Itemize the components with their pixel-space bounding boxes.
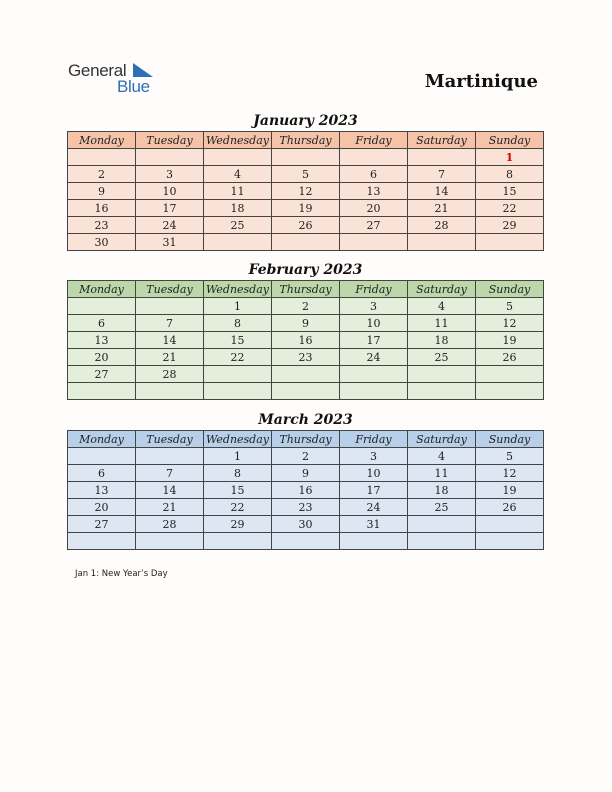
day-cell: 19 (272, 200, 340, 217)
day-cell: 30 (68, 234, 136, 251)
weekday-header-row (68, 132, 544, 149)
day-cell: 22 (204, 499, 272, 516)
logo (68, 60, 168, 96)
weekday-header: Friday (340, 431, 408, 448)
week-row (68, 499, 544, 516)
weekday-header: Wednesday (204, 431, 272, 448)
day-cell: 24 (340, 499, 408, 516)
weekday-header: Friday (340, 281, 408, 298)
day-cell: 21 (136, 349, 204, 366)
week-row (68, 200, 544, 217)
day-cell: 22 (204, 349, 272, 366)
month-title: February 2023 (248, 262, 363, 278)
day-cell: 9 (272, 315, 340, 332)
day-cell: 9 (68, 183, 136, 200)
week-row (68, 482, 544, 499)
day-cell: 11 (408, 315, 476, 332)
day-cell: 2 (272, 298, 340, 315)
empty-day-cell (136, 448, 204, 465)
empty-day-cell (68, 149, 136, 166)
day-cell: 15 (476, 183, 544, 200)
day-cell: 2 (68, 166, 136, 183)
day-cell: 1 (476, 149, 544, 166)
day-cell: 6 (340, 166, 408, 183)
day-cell: 17 (340, 482, 408, 499)
week-row (68, 516, 544, 533)
empty-day-cell (340, 533, 408, 550)
week-row (68, 448, 544, 465)
weekday-header: Wednesday (204, 132, 272, 149)
day-cell: 14 (136, 332, 204, 349)
day-cell: 27 (68, 366, 136, 383)
day-cell: 29 (204, 516, 272, 533)
day-cell: 10 (340, 465, 408, 482)
empty-day-cell (340, 366, 408, 383)
week-row (68, 366, 544, 383)
day-cell: 20 (340, 200, 408, 217)
day-cell: 23 (68, 217, 136, 234)
weekday-header: Saturday (408, 281, 476, 298)
day-cell: 19 (476, 482, 544, 499)
day-cell: 10 (136, 183, 204, 200)
empty-day-cell (68, 383, 136, 400)
calendar-table (67, 430, 544, 550)
empty-day-cell (272, 533, 340, 550)
day-cell: 11 (204, 183, 272, 200)
day-cell: 20 (68, 349, 136, 366)
empty-day-cell (136, 383, 204, 400)
empty-day-cell (68, 533, 136, 550)
day-cell: 15 (204, 332, 272, 349)
week-row (68, 383, 544, 400)
weekday-header-row (68, 431, 544, 448)
weekday-header: Thursday (272, 281, 340, 298)
empty-day-cell (408, 516, 476, 533)
day-cell: 28 (408, 217, 476, 234)
weekday-header: Sunday (476, 132, 544, 149)
day-cell: 11 (408, 465, 476, 482)
day-cell: 26 (476, 349, 544, 366)
day-cell: 16 (272, 482, 340, 499)
day-cell: 8 (204, 465, 272, 482)
weekday-header: Wednesday (204, 281, 272, 298)
empty-day-cell (136, 533, 204, 550)
empty-day-cell (204, 366, 272, 383)
empty-day-cell (476, 366, 544, 383)
day-cell: 16 (272, 332, 340, 349)
day-cell: 3 (136, 166, 204, 183)
month-january (67, 112, 544, 251)
week-row (68, 533, 544, 550)
empty-day-cell (476, 383, 544, 400)
day-cell: 7 (408, 166, 476, 183)
holiday-note: Jan 1: New Year’s Day (75, 569, 168, 579)
day-cell: 24 (340, 349, 408, 366)
empty-day-cell (272, 383, 340, 400)
day-cell: 24 (136, 217, 204, 234)
week-row (68, 298, 544, 315)
country-title: Martinique (424, 71, 538, 92)
month-february (67, 261, 544, 400)
weekday-header: Sunday (476, 431, 544, 448)
day-cell: 26 (272, 217, 340, 234)
weekday-header: Thursday (272, 132, 340, 149)
day-cell: 31 (340, 516, 408, 533)
day-cell: 1 (204, 448, 272, 465)
day-cell: 29 (476, 217, 544, 234)
week-row (68, 149, 544, 166)
day-cell: 17 (340, 332, 408, 349)
day-cell: 2 (272, 448, 340, 465)
day-cell: 1 (204, 298, 272, 315)
empty-day-cell (272, 234, 340, 251)
day-cell: 6 (68, 465, 136, 482)
day-cell: 20 (68, 499, 136, 516)
month-title: January 2023 (253, 113, 358, 129)
day-cell: 21 (136, 499, 204, 516)
day-cell: 21 (408, 200, 476, 217)
empty-day-cell (476, 234, 544, 251)
day-cell: 18 (408, 332, 476, 349)
day-cell: 23 (272, 349, 340, 366)
weekday-header: Saturday (408, 431, 476, 448)
day-cell: 30 (272, 516, 340, 533)
day-cell: 18 (408, 482, 476, 499)
day-cell: 18 (204, 200, 272, 217)
empty-day-cell (68, 448, 136, 465)
week-row (68, 166, 544, 183)
weekday-header: Tuesday (136, 132, 204, 149)
empty-day-cell (204, 234, 272, 251)
calendar-table (67, 131, 544, 251)
week-row (68, 315, 544, 332)
empty-day-cell (408, 383, 476, 400)
week-row (68, 332, 544, 349)
day-cell: 16 (68, 200, 136, 217)
empty-day-cell (476, 533, 544, 550)
weekday-header: Thursday (272, 431, 340, 448)
day-cell: 25 (408, 499, 476, 516)
day-cell: 14 (408, 183, 476, 200)
logo-text-blue: Blue (117, 77, 150, 96)
day-cell: 17 (136, 200, 204, 217)
day-cell: 12 (476, 465, 544, 482)
empty-day-cell (340, 383, 408, 400)
day-cell: 3 (340, 298, 408, 315)
month-title: March 2023 (258, 412, 353, 428)
day-cell: 26 (476, 499, 544, 516)
day-cell: 13 (68, 332, 136, 349)
weekday-header: Monday (68, 132, 136, 149)
day-cell: 6 (68, 315, 136, 332)
empty-day-cell (340, 149, 408, 166)
day-cell: 5 (476, 298, 544, 315)
day-cell: 8 (476, 166, 544, 183)
day-cell: 13 (340, 183, 408, 200)
weekday-header: Friday (340, 132, 408, 149)
day-cell: 8 (204, 315, 272, 332)
weekday-header: Monday (68, 431, 136, 448)
day-cell: 7 (136, 315, 204, 332)
empty-day-cell (272, 366, 340, 383)
empty-day-cell (408, 533, 476, 550)
empty-day-cell (408, 149, 476, 166)
empty-day-cell (136, 298, 204, 315)
day-cell: 4 (204, 166, 272, 183)
week-row (68, 234, 544, 251)
empty-day-cell (340, 234, 408, 251)
day-cell: 12 (476, 315, 544, 332)
weekday-header: Saturday (408, 132, 476, 149)
weekday-header-row (68, 281, 544, 298)
logo-text-general: General (68, 61, 127, 80)
day-cell: 9 (272, 465, 340, 482)
week-row (68, 183, 544, 200)
day-cell: 25 (204, 217, 272, 234)
empty-day-cell (408, 366, 476, 383)
empty-day-cell (68, 298, 136, 315)
day-cell: 28 (136, 516, 204, 533)
weekday-header: Tuesday (136, 281, 204, 298)
holiday-notes (75, 569, 168, 579)
day-cell: 3 (340, 448, 408, 465)
day-cell: 22 (476, 200, 544, 217)
day-cell: 31 (136, 234, 204, 251)
day-cell: 25 (408, 349, 476, 366)
day-cell: 12 (272, 183, 340, 200)
empty-day-cell (408, 234, 476, 251)
day-cell: 4 (408, 298, 476, 315)
day-cell: 7 (136, 465, 204, 482)
empty-day-cell (272, 149, 340, 166)
day-cell: 10 (340, 315, 408, 332)
week-row (68, 465, 544, 482)
empty-day-cell (204, 149, 272, 166)
day-cell: 15 (204, 482, 272, 499)
weekday-header: Tuesday (136, 431, 204, 448)
empty-day-cell (204, 383, 272, 400)
empty-day-cell (136, 149, 204, 166)
day-cell: 28 (136, 366, 204, 383)
day-cell: 5 (272, 166, 340, 183)
day-cell: 4 (408, 448, 476, 465)
day-cell: 13 (68, 482, 136, 499)
day-cell: 27 (68, 516, 136, 533)
day-cell: 14 (136, 482, 204, 499)
day-cell: 23 (272, 499, 340, 516)
day-cell: 5 (476, 448, 544, 465)
weekday-header: Sunday (476, 281, 544, 298)
month-march (67, 411, 544, 550)
day-cell: 19 (476, 332, 544, 349)
week-row (68, 349, 544, 366)
weekday-header: Monday (68, 281, 136, 298)
day-cell: 27 (340, 217, 408, 234)
calendar-table (67, 280, 544, 400)
empty-day-cell (476, 516, 544, 533)
week-row (68, 217, 544, 234)
empty-day-cell (204, 533, 272, 550)
